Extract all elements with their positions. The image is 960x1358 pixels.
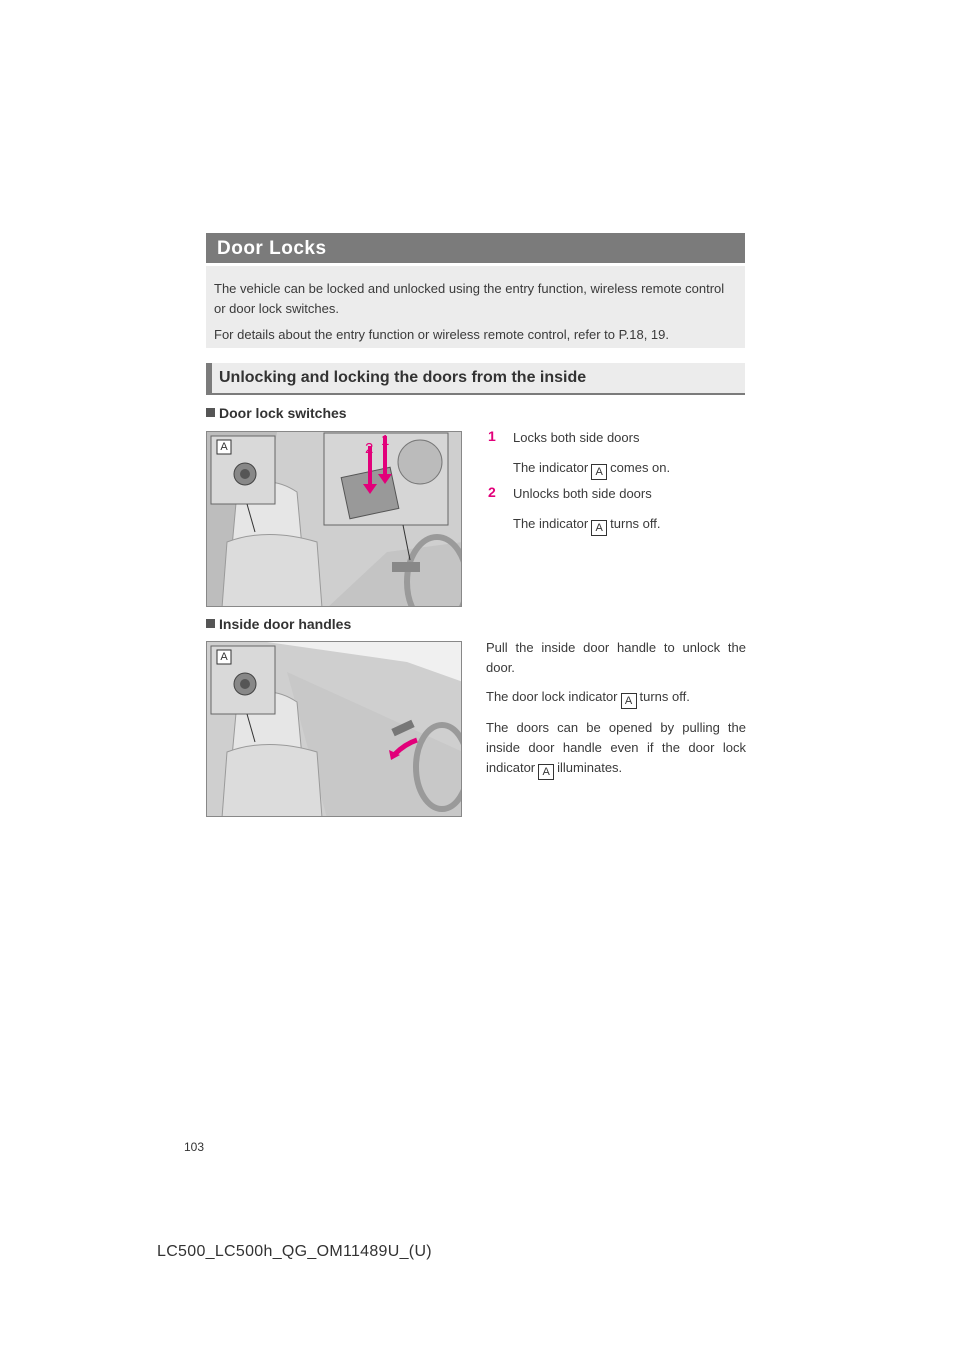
- step-number: 1: [488, 428, 496, 444]
- bullet-square-icon: [206, 408, 215, 417]
- intro-text-2: For details about the entry function or wireless remote control, refer to P.18, 19.: [214, 327, 669, 342]
- car-interior-handle-drawing: [207, 642, 462, 817]
- subsection-header: [206, 363, 745, 395]
- callout-2: 2: [365, 440, 374, 457]
- step-note: The indicator A comes on.: [513, 460, 671, 478]
- inside-door-handles-heading: Inside door handles: [206, 616, 351, 632]
- step-note: The indicator A turns off.: [513, 516, 661, 534]
- switch-steps: [488, 428, 748, 540]
- indicator-a-icon: A: [621, 693, 637, 709]
- step-unlock: [488, 484, 748, 540]
- intro-box: [206, 266, 745, 348]
- step-lock: [488, 428, 748, 484]
- bullet-square-icon: [206, 619, 215, 628]
- door-lock-switches-heading: Door lock switches: [206, 405, 347, 421]
- footer-code: LC500_LC500h_QG_OM11489U_(U): [157, 1243, 432, 1260]
- subsection-title: Unlocking and locking the doors from the inside: [219, 369, 587, 386]
- inside-handle-description: [486, 638, 746, 789]
- page-number: 103: [184, 1140, 205, 1154]
- inside-door-handle-illustration: [206, 641, 462, 817]
- handle-para-3: The doors can be opened by pulling the inside door handle even if the door lock indicator A illuminates.: [486, 720, 746, 778]
- indicator-a-icon: A: [538, 764, 554, 780]
- door-lock-switches-illustration: [206, 431, 462, 607]
- figure-label-a: A: [220, 651, 228, 663]
- figure-label-a: A: [220, 441, 228, 453]
- step-text: Unlocks both side doors: [513, 486, 652, 501]
- handle-para-1: Pull the inside door handle to unlock the door.: [486, 640, 746, 675]
- handle-para-2: The door lock indicator A turns off.: [486, 689, 690, 707]
- subsection-bar: [206, 363, 212, 393]
- indicator-a-icon: A: [591, 520, 607, 536]
- car-interior-switch-drawing: [207, 432, 462, 607]
- step-number: 2: [488, 484, 496, 500]
- section-title: Door Locks: [206, 233, 745, 263]
- callout-1: 1: [381, 432, 390, 449]
- intro-text-1: The vehicle can be locked and unlocked using the entry function, wireless remote control or door lock switches.: [214, 281, 725, 316]
- step-text: Locks both side doors: [513, 430, 640, 445]
- indicator-a-icon: A: [591, 464, 607, 480]
